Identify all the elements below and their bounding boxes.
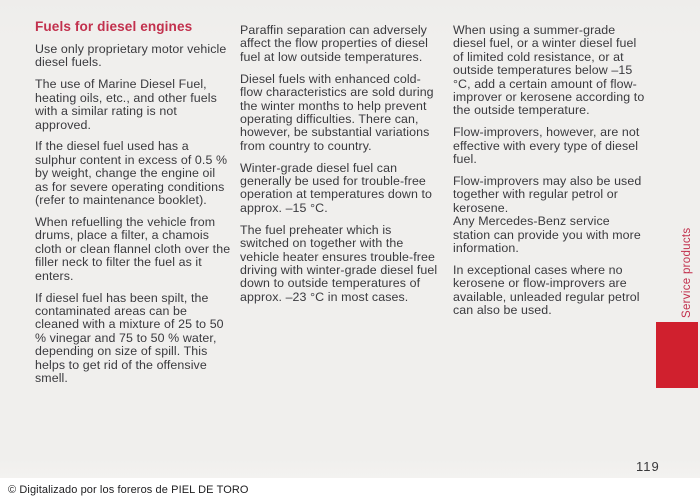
paragraph: When refuelling the vehicle from drums, place a filter, a chamois cloth or clean flannel cloth over the filler neck to filter the fuel as it enters. xyxy=(35,214,231,283)
paragraph: Use only proprietary motor vehicle diesel fuels. xyxy=(35,42,227,70)
side-tab-label: Service products xyxy=(680,227,693,318)
paragraph: The use of Marine Diesel Fuel, heating oils, etc., and other fuels with a similar rating is not approved. xyxy=(35,77,217,132)
text-columns xyxy=(35,20,655,394)
paragraph: If diesel fuel has been spilt, the contaminated areas can be cleaned with a mixture of 25 to 50 % vinegar and 75 to 50 % water, depending on size of spill. This helps to get rid of the offensive smell. xyxy=(35,290,224,385)
paragraph: Winter-grade diesel fuel can generally be used for trouble-free operation at temperatures down to approx. –15 °C. xyxy=(240,160,433,215)
paragraph: Diesel fuels with enhanced cold-flow characteristics are sold during the winter months to help prevent operating difficulties. There can, however, be substantial variations from country to country. xyxy=(240,71,434,153)
section-heading: Fuels for diesel engines xyxy=(35,19,193,34)
footer-strip xyxy=(0,478,700,502)
paragraph: The fuel preheater which is switched on together with the vehicle heater ensures trouble-free driving with winter-grade diesel fuel down to outside temperatures of approx. –23 °C in most cases. xyxy=(240,222,438,304)
column-right xyxy=(453,20,650,394)
paragraph: Paraffin separation can adversely affect the flow properties of diesel fuel at low outside temperatures. xyxy=(240,23,428,64)
paragraph: If the diesel fuel used has a sulphur content in excess of 0.5 % by weight, change the engine oil as for severe operating conditions (refer to maintenance booklet). xyxy=(35,139,228,208)
paragraph: Any Mercedes-Benz service station can provide you with more information. xyxy=(453,214,641,256)
paragraph: In exceptional cases where no kerosene or flow-improvers are available, unleaded regular petrol can also be used. xyxy=(453,263,640,318)
paragraph: When using a summer-grade diesel fuel, or a winter diesel fuel of limited cold resistance, or at outside temperatures below –15 °C, add a certain amount of flow-improver or kerosene according to the outside temperature. xyxy=(453,23,645,118)
paragraph: Flow-improvers, however, are not effective with every type of diesel fuel. xyxy=(453,125,640,167)
scan-credit: © Digitalizado por los foreros de PIEL DE TORO xyxy=(8,484,249,496)
section-tab-marker xyxy=(656,322,698,388)
column-middle xyxy=(240,20,441,394)
page-number: 119 xyxy=(636,459,660,474)
paragraph: Flow-improvers may also be used together with regular petrol or kerosene. xyxy=(453,174,642,215)
column-left xyxy=(35,20,232,394)
